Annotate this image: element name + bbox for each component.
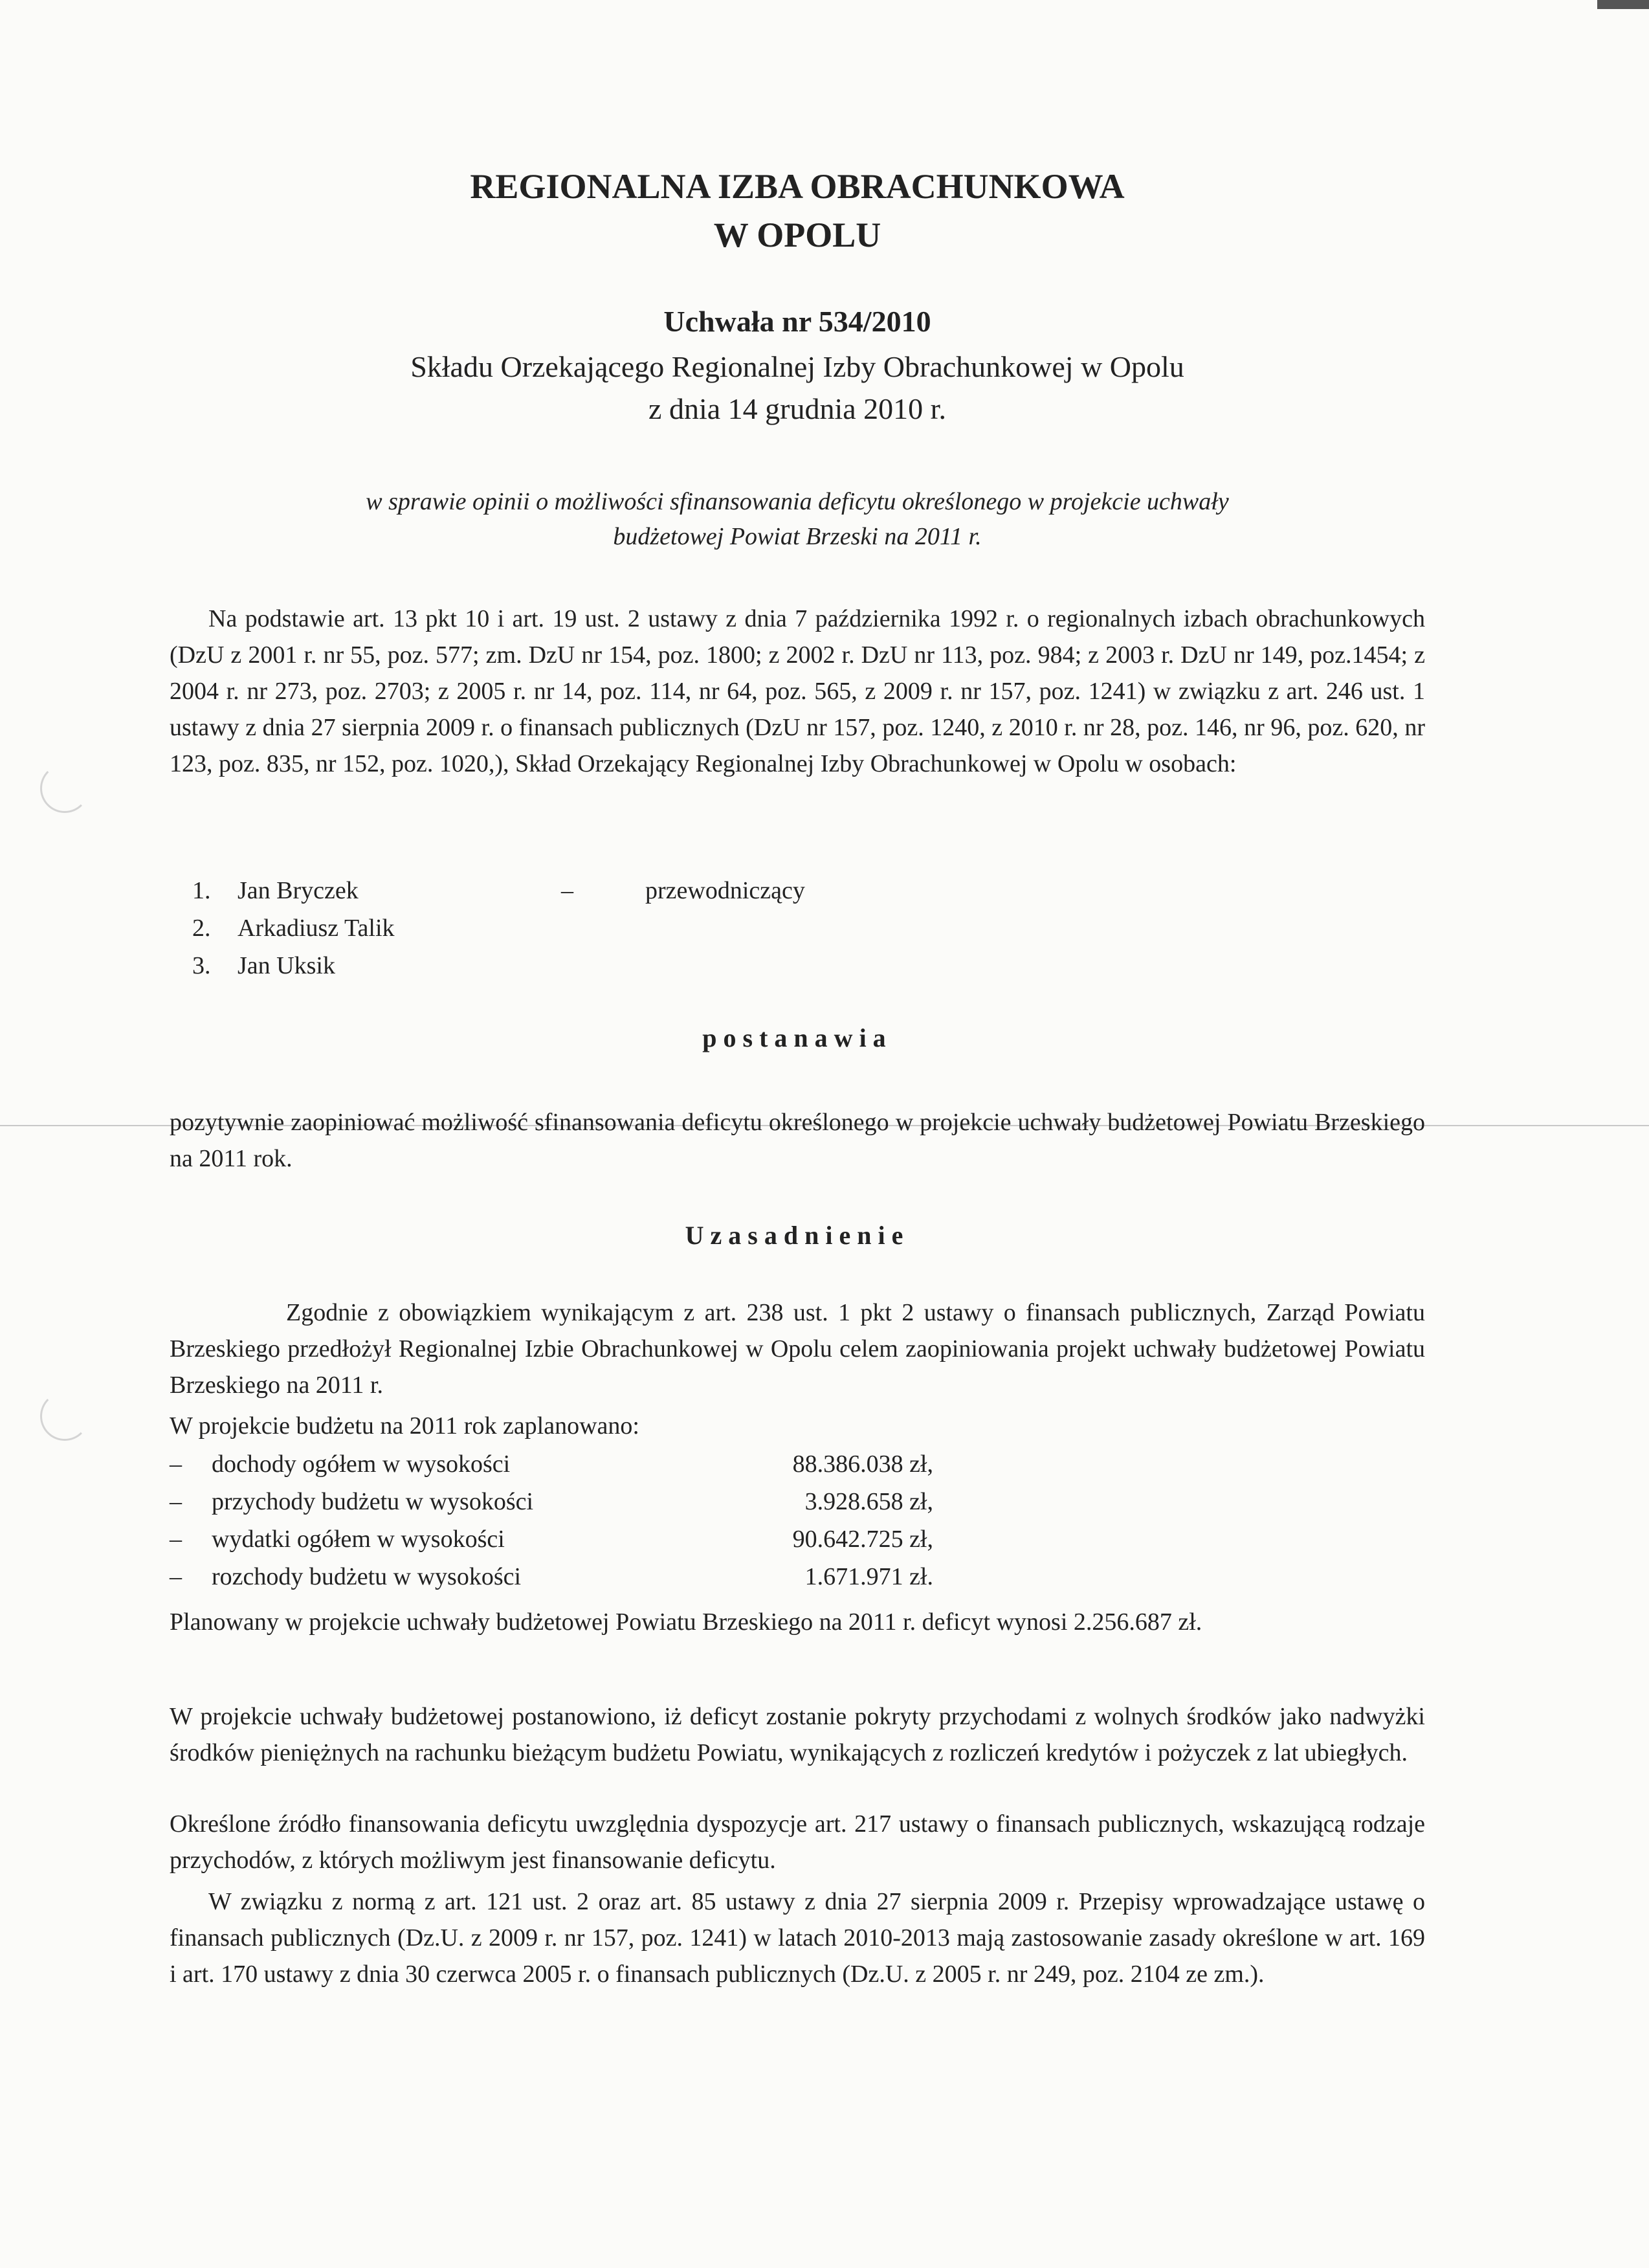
decision-heading: postanawia (702, 1023, 892, 1052)
member-number: 2. (192, 915, 211, 942)
budget-label: wydatki ogółem w wysokości (212, 1526, 505, 1553)
budget-item (170, 1558, 1076, 1595)
member-item (192, 947, 969, 984)
decision-paragraph: pozytywnie zaopiniować możliwość sfinansowania deficytu określonego w projekcie uchwały budżetowej Powiatu Brzeskiego na 2011 rok. (170, 1109, 1425, 1172)
budget-label: przychody budżetu w wysokości (212, 1488, 534, 1515)
budget-value: 1.671.971 zł. (804, 1563, 933, 1590)
member-item (192, 872, 969, 909)
legal-basis-paragraph: Na podstawie art. 13 pkt 10 i art. 19 ust. 2 ustawy z dnia 7 października 1992 r. o regionalnych izbach obrachunkowych (DzU z 2001 r. nr 55, poz. 577; zm. DzU nr 154, poz. 1800; z 2002 r. DzU nr 113, poz. 984; z 2003 r. DzU nr 149, poz.1454; z 2004 r. nr 273, poz. 2703; z 2005 r. nr 14, poz. 114, nr 64, poz. 565, z 2009 r. nr 157, poz. 1241) w związku z art. 246 ust. 1 ustawy z dnia 27 sierpnia 2009 r. o finansach publicznych (DzU nr 157, poz. 1240, z 2010 r. nr 28, poz. 146, nr 96, poz. 620, nr 123, poz. 835, nr 152, poz. 1020,), Skład Orzekający Regionalnej Izby Obrachunkowej w Opolu w osobach: (170, 605, 1425, 777)
member-number: 1. (192, 877, 211, 904)
budget-item (170, 1483, 1076, 1520)
member-dash: – (561, 877, 573, 904)
deficit-paragraph: Planowany w projekcie uchwały budżetowej Powiatu Brzeskiego na 2011 r. deficyt wynosi 2.256.687 zł. (170, 1608, 1202, 1636)
resolution-number: Uchwała nr 534/2010 (663, 305, 931, 338)
member-role: przewodniczący (645, 877, 805, 904)
member-name: Jan Bryczek (238, 877, 359, 904)
budget-item (170, 1520, 1076, 1558)
budget-dash: – (170, 1526, 182, 1553)
organization-name: REGIONALNA IZBA OBRACHUNKOWA (470, 167, 1125, 206)
resolution-subject (170, 484, 1425, 554)
member-name: Arkadiusz Talik (238, 915, 395, 942)
budget-value: 90.642.725 zł, (792, 1526, 933, 1553)
financing-source-paragraph: Określone źródło finansowania deficytu uwzględnia dyspozycje art. 217 ustawy o finansach publicznych, wskazującą rodzaje przychodów, z których możliwym jest finansowanie deficytu. (170, 1810, 1425, 1874)
budget-label: rozchody budżetu w wysokości (212, 1563, 522, 1590)
budget-list (170, 1445, 1076, 1595)
budget-label: dochody ogółem w wysokości (212, 1451, 511, 1478)
budget-dash: – (170, 1563, 182, 1590)
punch-hole-mark (40, 764, 89, 813)
members-list (192, 872, 969, 984)
subject-line: budżetowej Powiat Brzeski na 2011 r. (613, 523, 982, 550)
member-number: 3. (192, 952, 211, 979)
transition-provisions-paragraph: W związku z normą z art. 121 ust. 2 oraz art. 85 ustawy z dnia 27 sierpnia 2009 r. Przepisy wprowadzające ustawę o finansach publicznych (Dz.U. z 2009 r. nr 157, poz. 1241) w latach 2010-2013 mają zastosowanie zasady określone w art. 169 i art. 170 ustawy z dnia 30 czerwca 2005 r. o finansach publicznych (Dz.U. z 2005 r. nr 249, poz. 2104 ze zm.). (170, 1888, 1425, 1988)
issuing-body: Składu Orzekającego Regionalnej Izby Obrachunkowej w Opolu (410, 350, 1184, 383)
budget-value: 3.928.658 zł, (804, 1488, 933, 1515)
coverage-paragraph: W projekcie uchwały budżetowej postanowiono, iż deficyt zostanie pokryty przychodami z wolnych środków jako nadwyżki środków pieniężnych na rachunku bieżącym budżetu Powiatu, wynikających z rozliczeń kredytów i pożyczek z lat ubiegłych. (170, 1703, 1425, 1766)
justification-heading: Uzasadnienie (685, 1221, 910, 1250)
justification-paragraph: Zgodnie z obowiązkiem wynikającym z art. 238 ust. 1 pkt 2 ustawy o finansach publicznych, Zarząd Powiatu Brzeskiego przedłożył Regionalnej Izbie Obrachunkowej w Opolu celem zaopiniowania projekt uchwały budżetowej Powiatu Brzeskiego na 2011 r. (170, 1299, 1425, 1399)
scan-corner-mark (1597, 0, 1649, 9)
budget-dash: – (170, 1488, 182, 1515)
resolution-date: z dnia 14 grudnia 2010 r. (648, 392, 946, 425)
budget-dash: – (170, 1451, 182, 1478)
punch-hole-mark (40, 1392, 89, 1441)
organization-city: W OPOLU (713, 216, 881, 254)
budget-item (170, 1445, 1076, 1483)
member-name: Jan Uksik (238, 952, 335, 979)
member-item (192, 909, 969, 947)
subject-line: w sprawie opinii o możliwości sfinansowania deficytu określonego w projekcie uchwały (366, 488, 1229, 515)
budget-value: 88.386.038 zł, (792, 1451, 933, 1478)
budget-intro: W projekcie budżetu na 2011 rok zaplanowano: (170, 1412, 639, 1440)
